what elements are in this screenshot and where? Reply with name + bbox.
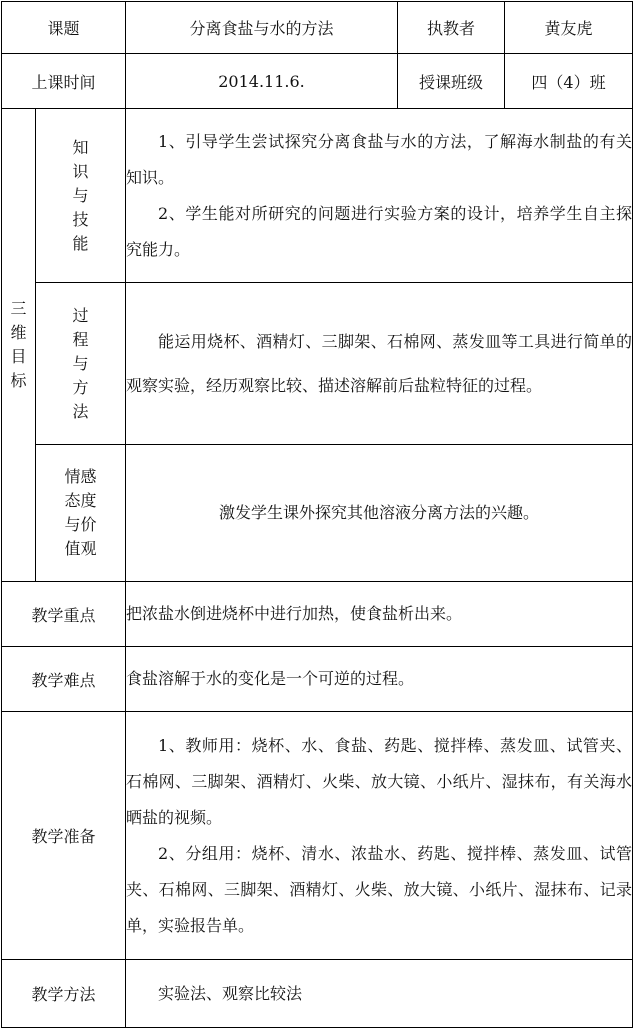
- process-paragraph-1: 能运用烧杯、酒精灯、三脚架、石棉网、蒸发皿等工具进行简单的观察实验，经历观察比较、描述溶解前后盐粒特征的过程。: [126, 331, 633, 395]
- preparation-paragraph-1: 1、教师用：烧杯、水、食盐、药匙、搅拌棒、蒸发皿、试管夹、石棉网、三脚架、酒精灯、火柴、放大镜、小纸片、湿抹布，有关海水晒盐的视频。: [126, 735, 633, 827]
- time-label: 上课时间: [2, 54, 126, 109]
- difficulty-row: [2, 647, 633, 712]
- teacher-value: 黄友虎: [505, 2, 633, 54]
- preparation-paragraph-2: 2、分组用：烧杯、清水、浓盐水、药匙、搅拌棒、蒸发皿、试管夹、石棉网、三脚架、酒精灯、火柴、放大镜、小纸片、湿抹布、记录单，实验报告单。: [126, 843, 633, 935]
- teaching-preparation-label: 教学准备: [2, 712, 126, 960]
- emotion-row: [2, 445, 633, 582]
- teacher-label: 执教者: [398, 2, 505, 54]
- lesson-plan-table: [1, 1, 633, 1028]
- knowledge-row: [2, 109, 633, 283]
- class-value: 四（4）班: [505, 54, 633, 109]
- topic-value: 分离食盐与水的方法: [126, 2, 398, 54]
- teaching-difficulty-label: 教学难点: [2, 647, 126, 712]
- topic-row: [2, 2, 633, 54]
- teaching-focus-label: 教学重点: [2, 582, 126, 647]
- class-label: 授课班级: [398, 54, 505, 109]
- knowledge-skills-label: 知识与技能: [36, 109, 126, 283]
- teaching-method-content: [126, 960, 633, 1028]
- teaching-preparation-content: [126, 712, 633, 960]
- time-value: 2014.11.6.: [126, 54, 398, 109]
- emotion-attitude-label: 情感态度与价值观: [36, 445, 126, 582]
- teaching-method-text: 实验法、观察比较法: [158, 983, 303, 1003]
- process-method-content: [126, 283, 633, 445]
- knowledge-skills-content: [126, 109, 633, 283]
- teaching-focus-content: [126, 582, 633, 647]
- emotion-paragraph-1: 激发学生课外探究其他溶液分离方法的兴趣。: [219, 503, 540, 522]
- three-dimension-goals-label: 三维目标: [2, 109, 36, 582]
- process-row: [2, 283, 633, 445]
- knowledge-paragraph-2: 2、学生能对所研究的问题进行实验方案的设计，培养学生自主探究能力。: [126, 203, 633, 259]
- knowledge-paragraph-1: 1、引导学生尝试探究分离食盐与水的方法，了解海水制盐的有关知识。: [126, 131, 633, 187]
- method-row: [2, 960, 633, 1028]
- topic-label: 课题: [2, 2, 126, 54]
- time-row: [2, 54, 633, 109]
- focus-row: [2, 582, 633, 647]
- preparation-row: [2, 712, 633, 960]
- teaching-difficulty-content: [126, 647, 633, 712]
- emotion-attitude-content: [126, 445, 633, 582]
- process-method-label: 过程与方法: [36, 283, 126, 445]
- teaching-difficulty-text: 食盐溶解于水的变化是一个可逆的过程。: [126, 669, 415, 688]
- teaching-method-label: 教学方法: [2, 960, 126, 1028]
- teaching-focus-text: 把浓盐水倒进烧杯中进行加热，使食盐析出来。: [126, 604, 463, 623]
